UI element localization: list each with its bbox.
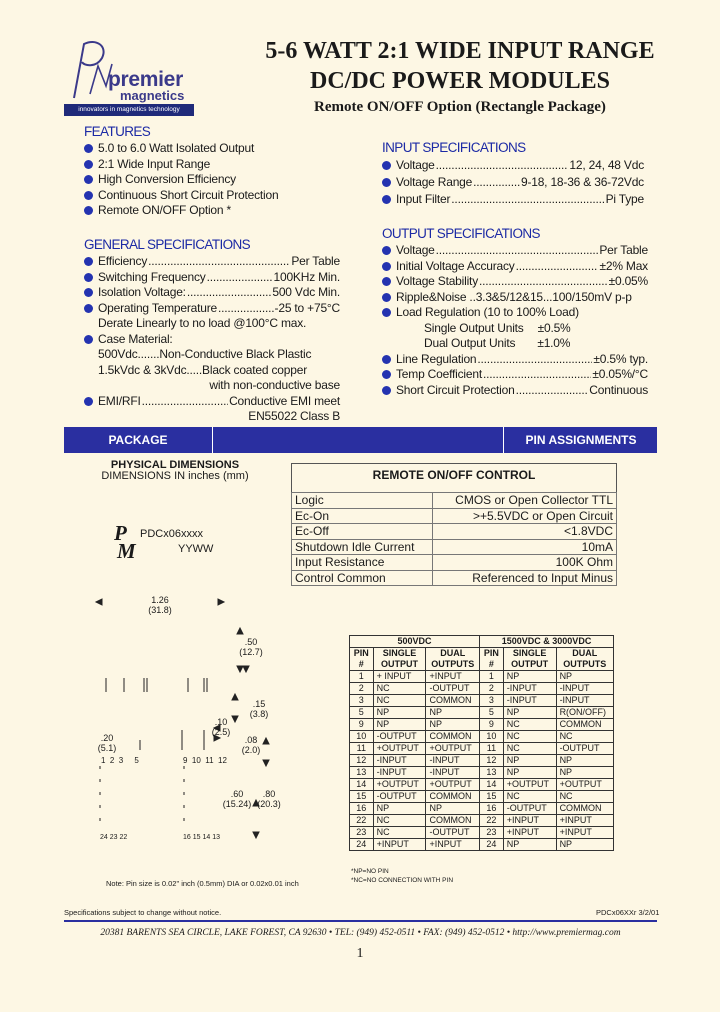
- bullet-icon: [382, 178, 391, 187]
- spec-case-500: 500Vdc.......Non-Conductive Black Plastic: [98, 347, 312, 361]
- output-specs-heading: OUTPUT SPECIFICATIONS: [382, 226, 540, 241]
- package-tab: PACKAGE: [64, 427, 213, 453]
- general-specs-heading: GENERAL SPECIFICATIONS: [84, 237, 251, 252]
- arrow-left-icon: [96, 599, 102, 605]
- spec-row-input-range: Voltage Range ..... 9-18, 18-36 & 36-72Vdc: [382, 174, 644, 191]
- remote-control-heading: REMOTE ON/OFF CONTROL: [291, 463, 617, 492]
- spec-row-emi: EMI/RFI ..... Conductive EMI meet: [84, 394, 340, 410]
- feature-item: Remote ON/OFF Option *: [84, 203, 354, 219]
- spec-row-temp-coef: Temp Coefficient ..... ±0.05%/°C: [382, 367, 648, 383]
- bullet-icon: [382, 355, 391, 364]
- pin-note-nc: *NC=NO CONNECTION WITH PIN: [351, 877, 454, 884]
- table-row: Input Resistance 100K Ohm: [292, 555, 617, 571]
- spec-case-label: Case Material:: [84, 332, 340, 348]
- bullet-icon: [84, 160, 93, 169]
- table-row: Ec-On >+5.5VDC or Open Circuit: [292, 508, 617, 524]
- arrow-down-icon: [237, 666, 243, 672]
- table-row: 13 -INPUT -INPUT 13 NP NP: [350, 767, 614, 779]
- spec-case-kv: 1.5kVdc & 3kVdc.....Black coated copper: [98, 362, 307, 377]
- dim-f: .80 (20.3): [257, 789, 281, 809]
- bullet-icon: [382, 246, 391, 255]
- bullet-icon: [84, 144, 93, 153]
- table-row: Shutdown Idle Current 10mA: [292, 539, 617, 555]
- feature-item: 5.0 to 6.0 Watt Isolated Output: [84, 141, 354, 157]
- page-title-line2: DC/DC POWER MODULES: [309, 68, 610, 94]
- footer-address: 20381 BARENTS SEA CIRCLE, LAKE FOREST, CA 92630 • TEL: (949) 452-0511 • FAX: (949) 452-0512 • http://www.premiermag.com: [100, 928, 621, 938]
- module-marking: [114, 521, 244, 566]
- bullet-icon: [382, 195, 391, 204]
- bullet-icon: [84, 257, 93, 266]
- pin-numbers-top-left: 1 2 3 5: [101, 756, 139, 765]
- bullet-icon: [84, 273, 93, 282]
- dim-a: .15 (3.8): [249, 699, 269, 719]
- spec-row-efficiency: Efficiency ..... Per Table: [84, 254, 340, 270]
- bullet-icon: [84, 191, 93, 200]
- spec-row-input-voltage: Voltage ..... 12, 24, 48 Vdc: [382, 157, 644, 174]
- bullet-icon: [84, 335, 93, 344]
- package-drawing: [80, 590, 290, 850]
- table-row: 22 NC COMMON 22 +INPUT +INPUT: [350, 815, 614, 827]
- page-subtitle: Remote ON/OFF Option (Rectangle Package): [314, 99, 606, 115]
- logo-word: premier: [108, 68, 183, 91]
- spec-row-load-reg: Load Regulation (10 to 100% Load): [382, 305, 648, 321]
- table-row: 23 NC -OUTPUT 23 +INPUT +INPUT: [350, 827, 614, 839]
- arrow-right-icon: [218, 599, 224, 605]
- spec-row-input-filter: Input Filter ..... Pi Type: [382, 191, 644, 208]
- pm-mark-icon: P M: [114, 521, 136, 563]
- group-header-500: 500VDC: [350, 636, 480, 648]
- spec-case-base: with non-conductive base: [209, 378, 340, 392]
- spec-row-stability: Voltage Stability ..... ±0.05%: [382, 274, 648, 290]
- pin-assignments-tab: PIN ASSIGNMENTS: [503, 427, 658, 453]
- dim-e: .60 (15.24): [222, 789, 252, 809]
- bullet-icon: [84, 175, 93, 184]
- table-row: 11 +OUTPUT +OUTPUT 11 NC -OUTPUT: [350, 743, 614, 755]
- input-specs-heading: INPUT SPECIFICATIONS: [382, 140, 526, 155]
- spec-row-ripple: Ripple&Noise ..3.3&5/12&15...100/150mV p-p: [382, 290, 648, 306]
- table-row: 24 +INPUT +INPUT 24 NP NP: [350, 839, 614, 851]
- bullet-icon: [382, 293, 391, 302]
- part-number: PDCx06xxxx: [140, 528, 203, 540]
- spec-row-isolation: Isolation Voltage: ..... 500 Vdc Min.: [84, 285, 340, 301]
- page-number: 1: [356, 946, 364, 961]
- table-header-row: PIN # SINGLE OUTPUT DUAL OUTPUTS PIN # SINGLE OUTPUT DUAL OUTPUTS: [350, 648, 614, 671]
- spec-row-dual: Dual Output Units ±1.0%: [424, 336, 571, 350]
- feature-item: 2:1 Wide Input Range: [84, 157, 354, 173]
- arrow-down-icon: [263, 760, 269, 766]
- table-row: 10 -OUTPUT COMMON 10 NC NC: [350, 731, 614, 743]
- table-row: Ec-Off <1.8VDC: [292, 524, 617, 540]
- page-title-line1: 5-6 WATT 2:1 WIDE INPUT RANGE: [265, 38, 655, 64]
- table-row: 2 NC -OUTPUT 2 -INPUT -INPUT: [350, 683, 614, 695]
- pin-numbers-bottom-left: 24 23 22: [100, 834, 128, 841]
- output-specs-section: [382, 226, 648, 398]
- footer-rule: [64, 920, 657, 922]
- table-row: 5 NP NP 5 NP R(ON/OFF): [350, 707, 614, 719]
- bullet-icon: [382, 308, 391, 317]
- feature-item: High Conversion Efficiency: [84, 172, 354, 188]
- feature-item: Continuous Short Circuit Protection: [84, 188, 354, 204]
- bullet-icon: [84, 304, 93, 313]
- table-row: 12 -INPUT -INPUT 12 NP NP: [350, 755, 614, 767]
- dim-width: 1.26 (31.8): [148, 595, 172, 615]
- spec-derate: Derate Linearly to no load @100°C max.: [98, 316, 307, 330]
- arrow-up-icon: [232, 694, 238, 700]
- dim-height: .50 (12.7): [239, 637, 263, 657]
- bullet-icon: [84, 206, 93, 215]
- bullet-icon: [382, 161, 391, 170]
- pin-size-note: Note: Pin size is 0.02" inch (0.5mm) DIA or 0.02x0.01 inch: [106, 879, 299, 888]
- bullet-icon: [84, 397, 93, 406]
- remote-control-table: [291, 492, 617, 586]
- arrow-down-icon: [253, 832, 259, 838]
- table-row: 3 NC COMMON 3 -INPUT -INPUT: [350, 695, 614, 707]
- spec-row-output-voltage: Voltage ..... Per Table: [382, 243, 648, 259]
- arrow-down-icon: [243, 666, 249, 672]
- spec-row-single: Single Output Units ±0.5%: [424, 320, 571, 335]
- remote-control-box: [291, 463, 617, 586]
- dim-d: .20 (5.1): [97, 733, 117, 753]
- table-row: 1 + INPUT +INPUT 1 NP NP: [350, 671, 614, 683]
- group-header-1500: 1500VDC & 3000VDC: [480, 636, 614, 648]
- doc-code: PDCx06XXr 3/2/01: [596, 908, 660, 917]
- bullet-icon: [84, 288, 93, 297]
- logo-subword: magnetics: [120, 88, 185, 103]
- spec-row-line-reg: Line Regulation ..... ±0.5% typ.: [382, 352, 648, 368]
- bullet-icon: [382, 386, 391, 395]
- spec-emi-standard: EN55022 Class B: [248, 409, 340, 423]
- logo-tagline: innovators in magnetics technology: [64, 104, 194, 116]
- physical-dims-heading: PHYSICAL DIMENSIONS DIMENSIONS IN inches (mm): [101, 459, 249, 482]
- bullet-icon: [382, 262, 391, 271]
- general-specs-section: [84, 237, 340, 425]
- spec-row-short: Short Circuit Protection ..... Continuous: [382, 383, 648, 399]
- table-row: 16 NP NP 16 -OUTPUT COMMON: [350, 803, 614, 815]
- table-header-row: [350, 636, 614, 648]
- date-code: YYWW: [178, 543, 214, 555]
- spec-row-frequency: Switching Frequency ..... 100KHz Min.: [84, 270, 340, 286]
- table-row: 9 NP NP 9 NC COMMON: [350, 719, 614, 731]
- features-heading: FEATURES: [84, 124, 151, 139]
- pin-numbers-top-right: 9 10 11 12: [183, 756, 227, 765]
- pin-numbers-bottom-right: 16 15 14 13: [183, 834, 220, 841]
- dim-c: .08 (2.0): [241, 735, 261, 755]
- features-section: [84, 124, 354, 219]
- arrow-up-icon: [237, 628, 243, 634]
- pin-note-np: *NP=NO PIN: [351, 868, 389, 875]
- bullet-icon: [382, 277, 391, 286]
- spec-row-accuracy: Initial Voltage Accuracy ..... ±2% Max: [382, 259, 648, 275]
- table-row: 14 +OUTPUT +OUTPUT 14 +OUTPUT +OUTPUT: [350, 779, 614, 791]
- table-row: 15 -OUTPUT COMMON 15 NC NC: [350, 791, 614, 803]
- spec-row-temperature: Operating Temperature ..... -25 to +75°C: [84, 301, 340, 317]
- pin-table: [349, 635, 614, 851]
- input-specs-section: [382, 140, 644, 208]
- spec-change-note: Specifications subject to change without notice.: [64, 908, 222, 917]
- table-row: Logic CMOS or Open Collector TTL: [292, 493, 617, 509]
- table-row: Control Common Referenced to Input Minus: [292, 570, 617, 586]
- bullet-icon: [382, 370, 391, 379]
- dim-b: .10 (2.5): [211, 717, 231, 737]
